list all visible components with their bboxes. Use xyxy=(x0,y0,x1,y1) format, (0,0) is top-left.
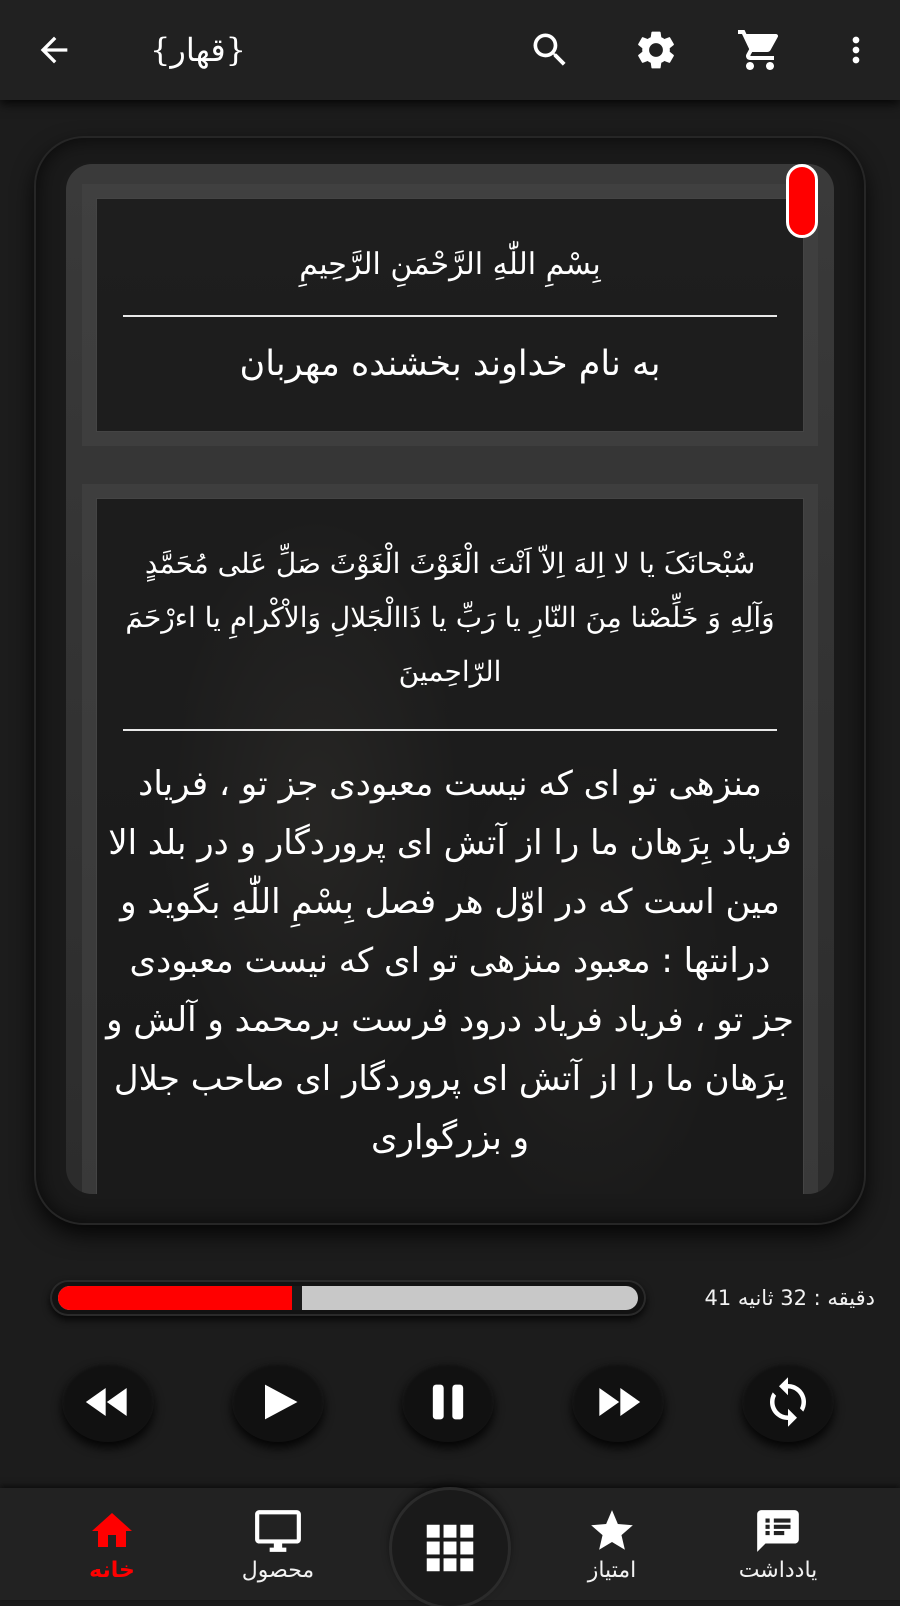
monitor-icon xyxy=(253,1506,303,1556)
audio-progress-bar[interactable] xyxy=(50,1280,646,1316)
scrollbar-thumb[interactable] xyxy=(786,164,818,238)
repeat-icon xyxy=(761,1375,815,1429)
star-icon xyxy=(587,1506,637,1556)
rewind-button[interactable] xyxy=(62,1362,154,1442)
bismillah-persian: به نام خداوند بخشنده مهربان xyxy=(239,344,661,384)
pause-button[interactable] xyxy=(402,1362,494,1442)
play-button[interactable] xyxy=(232,1362,324,1442)
repeat-button[interactable] xyxy=(742,1362,834,1442)
time-label: 41 دقیقه : 32 ثانیه xyxy=(704,1286,875,1310)
settings-button[interactable] xyxy=(626,20,686,80)
prayer-arabic: سُبْحانَکَ یا لا اِلهَ اِلاّ اَنْتَ الْغَوْثَ الْغَوْثَ صَلِّ عَلی مُحَمَّدٍ وَآلِهِ وَ خَلِّصْنا مِنَ النّارِ یا رَبِّ یا ذَاالْجَلالِ وَالاْکْرامِ یا اءرْحَمَ الرّاحِمینَ xyxy=(125,547,775,688)
arrow-back-icon xyxy=(34,30,74,70)
nav-rating[interactable] xyxy=(542,1508,682,1598)
progress-fill xyxy=(58,1286,302,1310)
page-title: {قهار} xyxy=(150,31,246,69)
cart-button[interactable] xyxy=(730,20,790,80)
cart-icon xyxy=(736,26,784,74)
more-options-button[interactable] xyxy=(826,20,886,80)
nav-menu-button[interactable] xyxy=(392,1490,508,1606)
nav-home[interactable] xyxy=(42,1508,182,1598)
prayer-text-scroll[interactable] xyxy=(66,164,834,1194)
play-icon xyxy=(252,1376,304,1428)
app-bar xyxy=(0,0,900,100)
bismillah-arabic: بِسْمِ اللّٰهِ الرَّحْمَنِ الرَّحِیمِ xyxy=(299,247,601,282)
pause-icon xyxy=(422,1376,474,1428)
nav-notes[interactable] xyxy=(708,1508,848,1598)
nav-rating-label: امتیاز xyxy=(587,1558,637,1583)
nav-notes-label: یادداشت xyxy=(738,1558,818,1583)
home-icon xyxy=(88,1507,136,1555)
nav-product[interactable] xyxy=(208,1508,348,1598)
fast-forward-button[interactable] xyxy=(572,1362,664,1442)
prayer-card xyxy=(96,498,804,1194)
fast-forward-icon xyxy=(590,1374,646,1430)
grid-icon xyxy=(419,1517,481,1579)
nav-product-label: محصول xyxy=(241,1558,315,1583)
more-vert-icon xyxy=(836,30,876,70)
prayer-persian: منزهی تو ای که نیست معبودی جز تو ، فریاد فریاد بِرَهان ما را از آتش ای پروردگار و در بلد الا مین است که در اوّل هر فصل بِسْمِ اللّٰهِ بگوید و درانتها : معبود منزهی تو ای که نیست معبودی جز تو ، فریاد فریاد درود فرست برمحمد و آلش و بِرَهان ما را از آتش ای پروردگار ای صاحب جلال و بزرگواری xyxy=(106,764,794,1158)
progress-track xyxy=(58,1286,638,1310)
search-icon xyxy=(528,28,572,72)
rewind-icon xyxy=(80,1374,136,1430)
note-icon xyxy=(753,1506,803,1556)
nav-home-label: خانه xyxy=(89,1558,135,1583)
gear-icon xyxy=(633,27,679,73)
bismillah-card xyxy=(96,198,804,432)
search-button[interactable] xyxy=(520,20,580,80)
back-button[interactable] xyxy=(24,20,84,80)
